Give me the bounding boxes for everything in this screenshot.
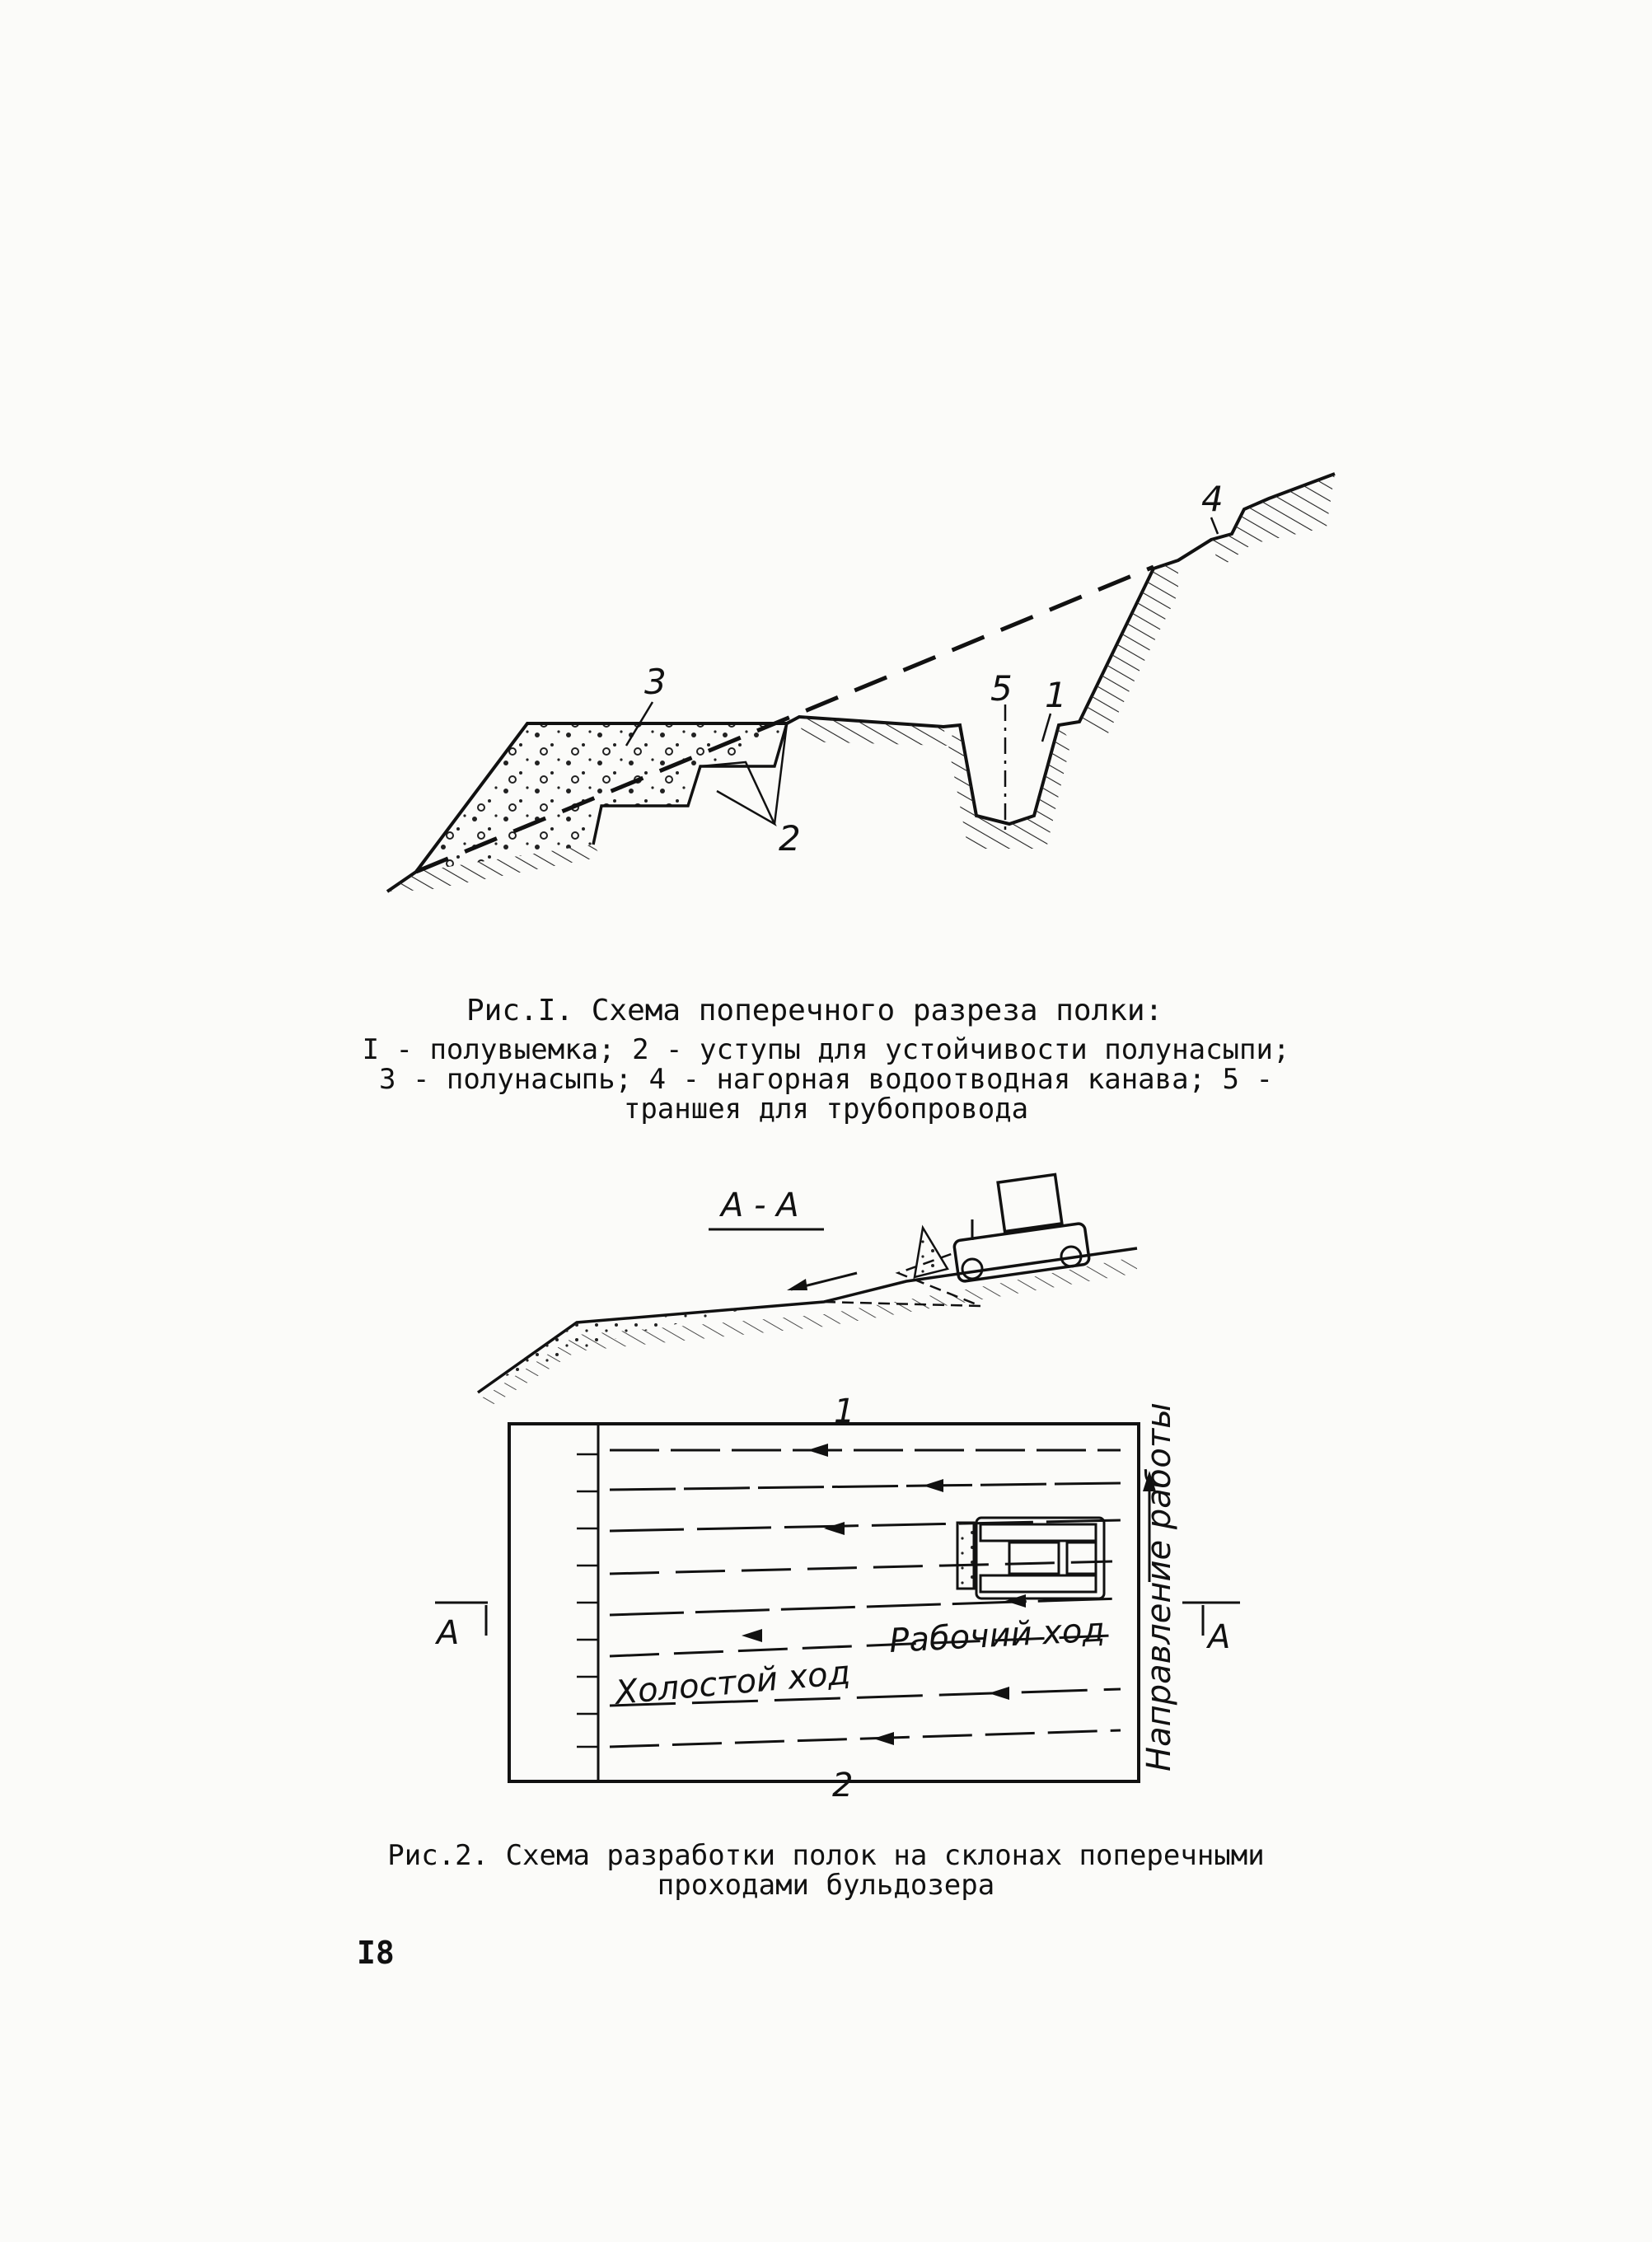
marker-2: 2 xyxy=(832,1767,854,1804)
figure-1-caption-line-1: I - полувыемка; 2 - уступы для устойчивости полунасыпи; xyxy=(362,1033,1290,1066)
section-a-a-label: А - А xyxy=(721,1187,799,1224)
label-working-pass: Рабочий ход xyxy=(888,1611,1107,1660)
label-3: 3 xyxy=(644,662,667,702)
left-strip-ticks xyxy=(577,1454,598,1747)
page-number: I8 xyxy=(357,1935,395,1971)
label-idle-pass: Холостой ход xyxy=(613,1654,852,1712)
figure-2-caption-line-1: Рис.2. Схема разработки полок на склонах поперечными xyxy=(387,1839,1265,1872)
svg-text:А: А xyxy=(1208,1618,1231,1656)
figure-1-caption-line-3: траншея для трубопровода xyxy=(623,1093,1029,1126)
svg-text:А: А xyxy=(437,1614,460,1652)
label-1: 1 xyxy=(1045,675,1067,715)
section-marker-right xyxy=(1182,1603,1240,1656)
marker-1: 1 xyxy=(834,1392,855,1430)
section-marker-left xyxy=(434,1603,488,1652)
figure-1-caption-line-2: 3 - полунасыпь; 4 - нагорная водоотводная канава; 5 - xyxy=(379,1063,1273,1096)
plan-rectangle xyxy=(509,1424,1139,1781)
label-direction-of-work: Направление работы xyxy=(1140,1402,1178,1772)
figure-1-caption-title: Рис.I. Схема поперечного разреза полки: xyxy=(466,994,1163,1027)
label-2: 2 xyxy=(779,818,801,859)
label-5: 5 xyxy=(990,668,1013,709)
bulldozer-side-view xyxy=(915,1174,1090,1281)
label-4: 4 xyxy=(1201,479,1224,519)
figure-2-caption-line-2: проходами бульдозера xyxy=(657,1869,995,1902)
bulldozer-plan-view xyxy=(957,1518,1104,1598)
